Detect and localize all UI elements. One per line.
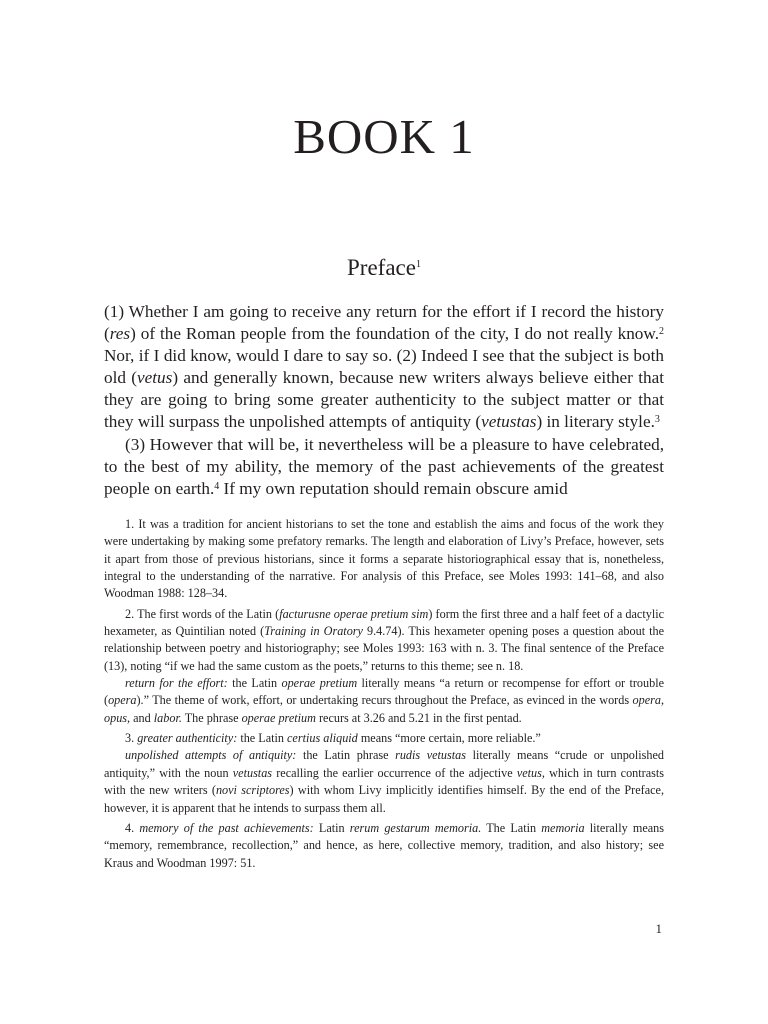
italic-text: rerum gestarum memoria. <box>349 820 482 835</box>
text-run: ) with whom Livy implicitly identifies himself. By the end of the Preface, however, it is apparent that he intends to surpass them all. <box>104 783 664 815</box>
italic-text: res <box>109 324 131 344</box>
italic-text: Training in Oratory <box>264 624 363 639</box>
text-run: 3. <box>125 731 138 746</box>
footnotes <box>104 516 664 872</box>
footnote-ref: 1 <box>415 259 421 270</box>
text-run: ) and generally known, because new writers always believe either that they are going to bring some greater authenticity to the subject matter or that they will surpass the unpolished attempts of antiquity ( <box>104 368 664 432</box>
text-run: Latin <box>313 820 350 835</box>
text-run: literally means “memory, remembrance, recollection,” and hence, as here, collective memory, tradition, and also history; see Kraus and Woodman 1997: 51. <box>104 820 664 870</box>
page-number: 1 <box>655 921 662 936</box>
italic-text: facturusne operae pretium sim <box>279 606 429 621</box>
paragraph <box>104 434 664 500</box>
text-run: which in turn contrasts with the new writers ( <box>104 765 664 798</box>
footnote <box>104 606 664 675</box>
text-run: the Latin phrase <box>296 748 396 763</box>
footnote <box>104 516 664 603</box>
book-title: BOOK 1 <box>293 109 475 164</box>
italic-text: opera, opus, <box>104 693 664 725</box>
italic-text: memoria <box>541 820 585 835</box>
section-title <box>0 256 768 279</box>
italic-text: labor. <box>153 710 182 725</box>
text-run: literally means “a return or recompense for effort or trouble ( <box>104 676 664 708</box>
section-title-text: Preface <box>347 255 416 280</box>
text-run: ) form the first three and a half feet of a dactylic hexameter, as Quintilian noted ( <box>104 606 665 639</box>
footnote-continuation <box>104 747 664 816</box>
footnote-ref: 2 <box>659 326 664 338</box>
text-run: recalling the earlier occurrence of the adjective <box>272 765 517 780</box>
text-run: recurs at 3.26 and 5.21 in the first pentad. <box>315 710 522 725</box>
footnote-ref: 4 <box>214 480 220 492</box>
text-run: If my own reputation should remain obscure amid <box>219 478 568 498</box>
text-run: ) in literary style. <box>536 412 655 432</box>
main-text <box>104 301 664 500</box>
text-run: (1) Whether I am going to receive any return for the effort if I record the history ( <box>104 302 664 344</box>
italic-text: greater authenticity: <box>137 731 238 746</box>
text-run: The phrase <box>181 710 242 725</box>
text-run: 9.4.74). This hexameter opening poses a question about the relationship between poetry and historiography; see Moles 1993: 163 with n. 3. The final sentence of the Preface (13), noting “if we had the same custom as the poets,” returns to this theme; see n. 18. <box>104 624 664 673</box>
italic-text: vetustas <box>232 765 273 780</box>
italic-text: vetus, <box>516 765 545 780</box>
text-run: Nor, if I did know, would I dare to say so. (2) Indeed I see that the subject is both old ( <box>104 346 664 388</box>
text-run: the Latin <box>237 731 288 746</box>
italic-text: memory of the past achievements: <box>139 820 314 835</box>
text-run: The Latin <box>481 820 542 835</box>
text-run: (3) However that will be, it nevertheless will be a pleasure to have celebrated, to the best of my ability, the memory of the past achievements of the greatest people on earth. <box>104 434 664 498</box>
text-run: literally means “crude or unpolished antiquity,” with the noun <box>104 748 665 780</box>
italic-text: vetus <box>137 368 173 388</box>
footnote-continuation <box>104 675 664 727</box>
footnote <box>104 820 664 872</box>
text-run: means “more certain, more reliable.” <box>357 731 541 746</box>
text-run: 4. <box>125 820 140 835</box>
italic-text: return for the effort: <box>125 676 228 691</box>
italic-text: rudis vetustas <box>395 748 466 763</box>
text-run: 2. The first words of the Latin ( <box>125 606 280 621</box>
footnote <box>104 730 664 747</box>
italic-text: novi scriptores <box>215 783 290 798</box>
paragraph <box>104 301 664 434</box>
italic-text: certius aliquid <box>287 731 358 746</box>
italic-text: vetustas <box>481 412 537 432</box>
text-run: ).” The theme of work, effort, or undertaking recurs throughout the Preface, as evinced in the words <box>136 693 633 708</box>
italic-text: operae pretium <box>281 676 358 691</box>
italic-text: unpolished attempts of antiquity: <box>125 748 297 763</box>
italic-text: operae pretium <box>241 710 316 725</box>
footnote-ref: 3 <box>654 414 660 426</box>
text-run: 1. It was a tradition for ancient historians to set the tone and establish the aims and focus of the work they were undertaking by making some prefatory remarks. The length and elaboration of Livy’s Preface, however, sets it apart from those of previous historians, since it forms a separate historiographical essay that is, nonetheless, integral to the understanding of the narrative. For analysis of this Preface, see Moles 1993: 141–68, and also Woodman 1988: 128–34. <box>104 517 664 601</box>
italic-text: opera <box>108 693 137 708</box>
text-run: and <box>130 710 154 725</box>
text-run: ) of the Roman people from the foundation of the city, I do not really know. <box>130 324 659 344</box>
text-run: the Latin <box>227 676 282 691</box>
